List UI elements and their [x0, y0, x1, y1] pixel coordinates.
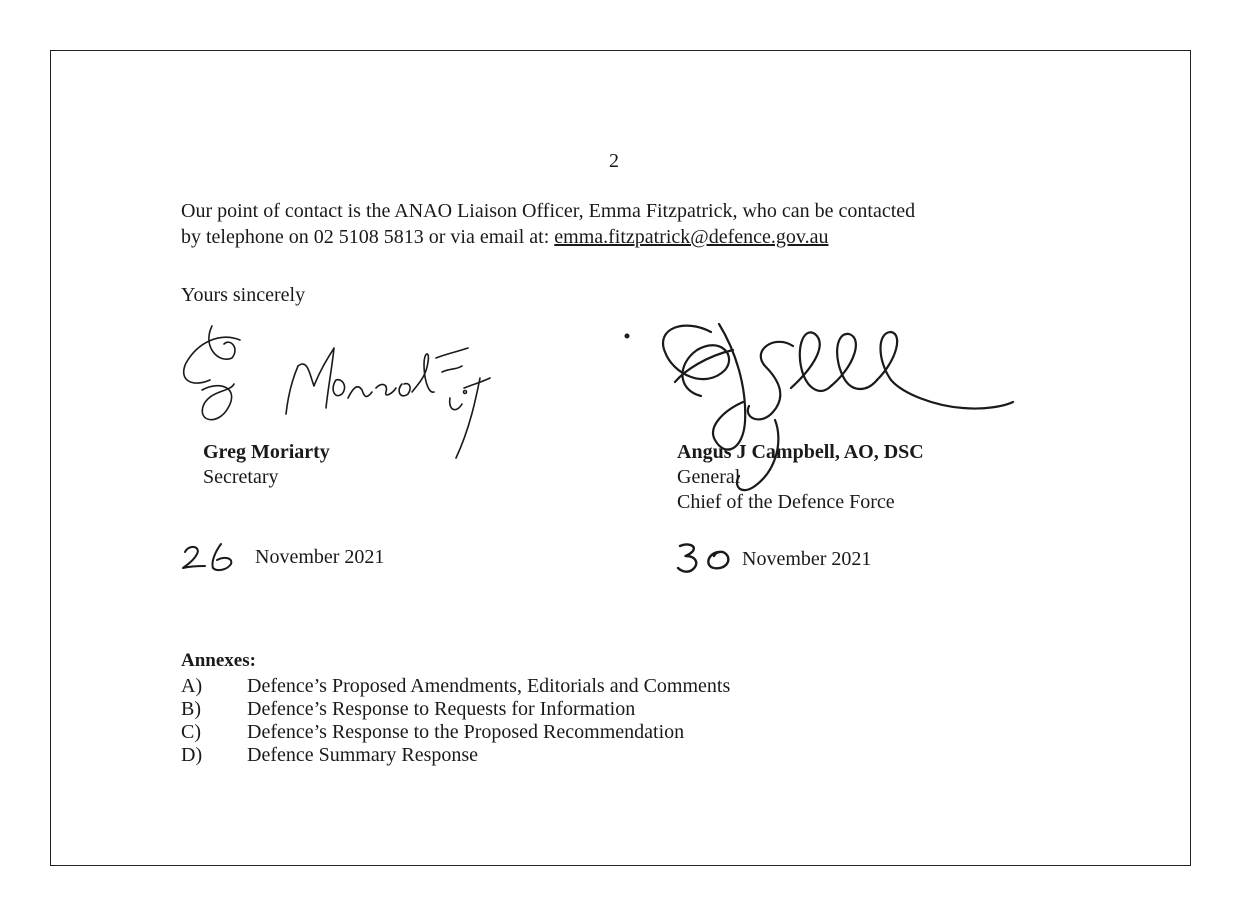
contact-line-2-text: by telephone on 02 5108 5813 or via email at:	[181, 226, 555, 248]
date-text-moriarty: November 2021	[255, 546, 385, 568]
annexes-list	[181, 675, 730, 767]
contact-line-1: Our point of contact is the ANAO Liaison Officer, Emma Fitzpatrick, who can be contacted	[181, 200, 916, 222]
closing-salutation: Yours sincerely	[181, 284, 306, 306]
handwritten-day-26	[181, 542, 243, 572]
signatory-title-moriarty: Secretary	[203, 466, 279, 488]
date-moriarty	[181, 536, 481, 576]
handwritten-day-30	[676, 540, 738, 574]
annex-letter: D)	[181, 744, 203, 766]
contact-line-2	[181, 226, 828, 249]
date-campbell	[676, 536, 976, 580]
page-number: 2	[609, 150, 619, 172]
signatory-rank-campbell: General	[677, 466, 741, 488]
annexes-heading: Annexes:	[181, 650, 256, 671]
signatory-name-campbell: Angus J Campbell, AO, DSC	[677, 441, 924, 463]
annex-title: Defence’s Response to the Proposed Recommendation	[247, 721, 685, 743]
annex-item-d	[181, 744, 730, 767]
annex-title: Defence Summary Response	[247, 744, 479, 766]
annex-title: Defence’s Response to Requests for Information	[247, 698, 636, 720]
annex-item-a	[181, 675, 730, 698]
annex-letter: C)	[181, 721, 201, 743]
annex-letter: B)	[181, 698, 201, 720]
annex-item-c	[181, 721, 730, 744]
signatory-title-campbell: Chief of the Defence Force	[677, 491, 895, 513]
signatory-name-moriarty: Greg Moriarty	[203, 441, 330, 463]
annex-title: Defence’s Proposed Amendments, Editorials and Comments	[247, 675, 731, 697]
annex-letter: A)	[181, 675, 203, 697]
annex-item-b	[181, 698, 730, 721]
date-text-campbell: November 2021	[742, 548, 872, 570]
email-link[interactable]: emma.fitzpatrick@defence.gov.au	[554, 226, 829, 248]
